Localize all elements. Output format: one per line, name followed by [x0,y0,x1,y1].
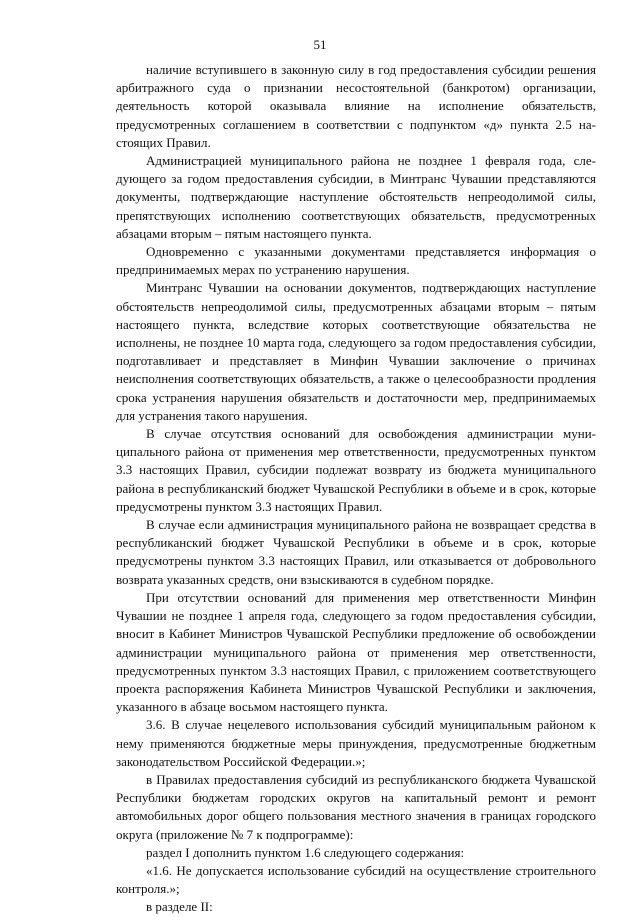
paragraph: 3.6. В случае нецелевого использования субсидий муниципальным районом к нему применяются бюджетные меры принуждения, предусмотренные бюджетным законодательством Российской Федерации.»; [116,717,596,769]
paragraph: в разделе II: [146,899,213,915]
document-body [116,61,596,917]
paragraph: в Правилах предоставления субсидий из республиканского бюджета Чувашской Республики бюджетам городских округов на капитальный ремонт и ремонт автомобильных дорог общего пользования местного значения в границах городского округа (приложение № 7 к подпрограмме): [116,771,596,842]
paragraph: Администрацией муниципального района не позднее 1 февраля года, следующего за годом предоставления субсидии, в Минтранс Чувашии представляются документы, подтверждающие наступление обстоятельств непреодолимой силы, препятствующих исполнению соответствующих обязательств, предусмотренных абзацами вторым – пятым настоящего пункта. [116,153,596,241]
paragraph: «1.6. Не допускается использование субсидий на осуществление строительного контроля.»; [116,862,596,897]
paragraph: Минтранс Чувашии на основании документов, подтверждающих наступление обстоятельств непреодолимой силы, предусмотренных абзацами вторым – пятым настоящего пункта, вследствие которых соответствующие обязательства не исполнены, не позднее 10 марта года, следующего за годом предоставления субсидии, подготавливает и представляет в Минфин Чувашии заключение о причинах неисполнения соответствующих обязательств, а также о целесообразности продления срока устранения нарушения обязательств и достаточности мер, предпринимаемых для устранения такого нарушения. [116,280,596,423]
paragraph: В случае отсутствия оснований для освобождения администрации муниципального района от применения мер ответственности, предусмотренных пунктом 3.3 настоящих Правил, субсидии подлежат возврату из бюджета муниципального района в республиканский бюджет Чувашской Республики в объеме и в срок, которые предусмотрены пунктом 3.3 настоящих Правил. [116,426,596,514]
paragraph: Одновременно с указанными документами представляется информация о предпринимаемых мерах по устранению нарушения. [116,244,596,278]
paragraph: раздел I дополнить пунктом 1.6 следующего содержания: [146,844,465,860]
paragraph: В случае если администрация муниципального района не возвращает средства в республиканский бюджет Чувашской Республики в объеме и в срок, которые предусмотрены пунктом 3.3 настоящих Правил, или отказывается от добровольного возврата указанных средств, они взыскиваются в судебном порядке. [116,517,596,587]
paragraph: наличие вступившего в законную силу в год предоставления субсидии решения арбитражного суда о признании несостоятельной (банкротом) организации, деятельность которой оказывала влияние на исполнение обязательств, предусмотренных соглашением в соответствии с подпунктом «д» пункта 2.5 настоящих Правил. [116,62,596,150]
page-number: 51 [313,37,327,52]
paragraph: При отсутствии оснований для применения мер ответственности Минфин Чувашии не позднее 1 апреля года, следующего за годом предоставления субсидии, вносит в Кабинет Министров Чувашской Республики предложение об освобождении администрации муниципального района от применения мер ответственности, предусмотренных пунктом 3.3 настоящих Правил, с приложением соответствующего проекта распоряжения Кабинета Министров Чувашской Республики и заключения, указанного в абзаце восьмом настоящего пункта. [116,589,596,715]
